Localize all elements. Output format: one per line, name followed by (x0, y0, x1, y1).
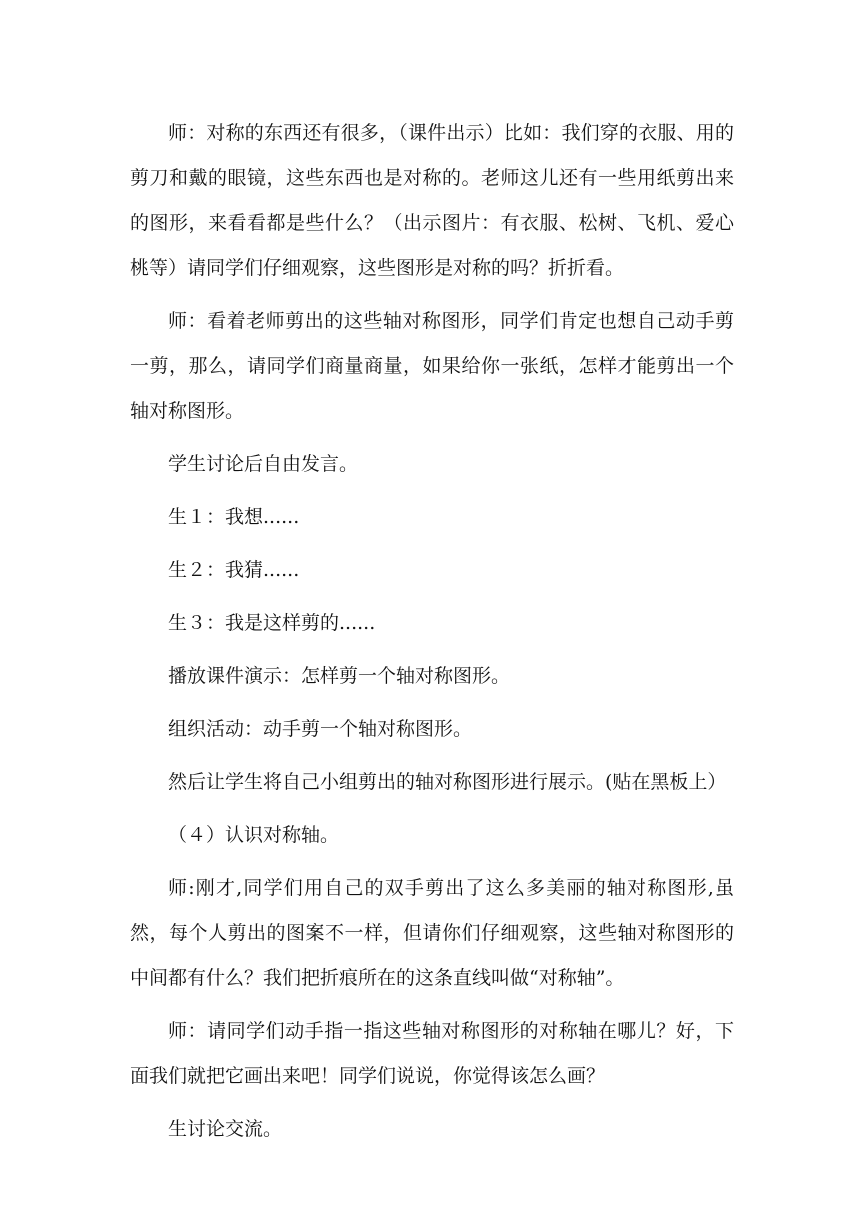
paragraph: 组织活动：动手剪一个轴对称图形。 (168, 718, 473, 740)
paragraph: 师:刚才,同学们用自己的双手剪出了这么多美丽的轴对称图形,虽然，每个人剪出的图案不一样，但请你们仔细观察，这些轴对称图形的中间都有什么？我们把折痕所在的这条直线叫做“对称轴”。 (130, 877, 734, 989)
paragraph: 师：看着老师剪出的这些轴对称图形，同学们肯定也想自己动手剪一剪，那么，请同学们商量商量，如果给你一张纸，怎样才能剪出一个轴对称图形。 (130, 310, 734, 422)
paragraph: 生讨论交流。 (168, 1118, 283, 1140)
paragraph: 播放课件演示：怎样剪一个轴对称图形。 (168, 665, 511, 687)
paragraph: 师：对称的东西还有很多，（课件出示）比如：我们穿的衣服、用的剪刀和戴的眼镜，这些东西也是对称的。老师这儿还有一些用纸剪出来的图形，来看看都是些什么？（出示图片：有衣服、松树、飞机、爱心桃等）请同学们仔细观察，这些图形是对称的吗？折折看。 (130, 122, 734, 279)
section-heading: （４）认识对称轴。 (168, 824, 340, 846)
paragraph: 学生讨论后自由发言。 (168, 453, 359, 475)
paragraph: 生１：我想...... (168, 506, 300, 528)
paragraph: 师：请同学们动手指一指这些轴对称图形的对称轴在哪儿？好，下面我们就把它画出来吧！同学们说说，你觉得该怎么画？ (130, 1020, 734, 1087)
paragraph: 生３：我是这样剪的...... (168, 612, 376, 634)
paragraph: 然后让学生将自己小组剪出的轴对称图形进行展示。(贴在黑板上） (168, 771, 727, 793)
document-body (130, 111, 734, 1160)
paragraph: 生２：我猜...... (168, 559, 300, 581)
